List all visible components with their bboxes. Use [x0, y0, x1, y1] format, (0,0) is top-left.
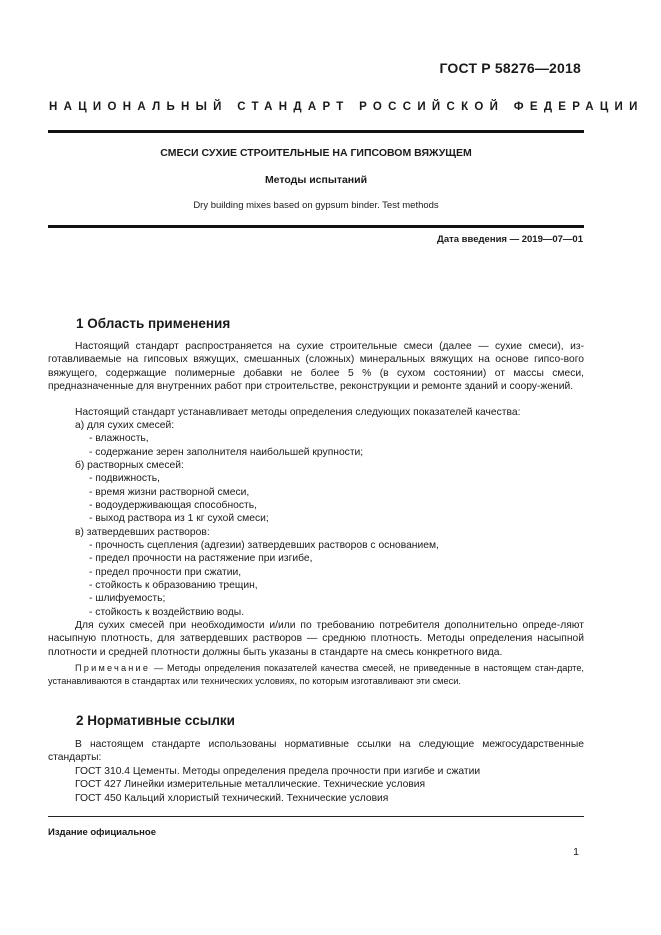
english-title: Dry building mixes based on gypsum binder. Test methods [193, 200, 439, 211]
list-item: - стойкость к образованию трещин, [89, 580, 258, 591]
list-item: - содержание зерен заполнителя наибольшей крупности; [89, 447, 364, 458]
document-id: ГОСТ Р 58276—2018 [439, 60, 581, 76]
methods-intro: Настоящий стандарт устанавливает методы определения следующих показателей качества: [75, 407, 521, 418]
standard-subtitle: Методы испытаний [264, 174, 368, 186]
standard-title: СМЕСИ СУХИЕ СТРОИТЕЛЬНЫЕ НА ГИПСОВОМ ВЯЖУЩЕМ [160, 147, 472, 159]
section-1-heading: 1 Область применения [76, 316, 231, 331]
reference-item: ГОСТ 427 Линейки измерительные металлические. Технические условия [75, 779, 426, 790]
national-standard-title: НАЦИОНАЛЬНЫЙ СТАНДАРТ РОССИЙСКОЙ ФЕДЕРАЦИИ [49, 101, 644, 113]
note [48, 662, 584, 688]
list-item: - предел прочности на растяжение при изгибе, [89, 553, 313, 564]
list-c-title: в) затвердевших растворов: [75, 527, 210, 538]
reference-item: ГОСТ 450 Кальций хлористый технический. Технические условия [75, 793, 389, 804]
list-b-title: б) растворных смесей: [75, 460, 184, 471]
list-a-title: а) для сухих смесей: [75, 420, 175, 431]
note-label: Примечание [75, 663, 151, 673]
note-text: — Методы определения показателей качества смесей, не приведенные в настоящем стан-дарте, устанавливаются в стандартах или технических условиях, по которым изготавливают эти смеси. [48, 663, 584, 686]
section-2-heading: 2 Нормативные ссылки [76, 713, 235, 728]
title-rule [48, 225, 584, 228]
effective-date: Дата введения — 2019—07—01 [437, 234, 583, 245]
list-item: - водоудерживающая способность, [89, 500, 257, 511]
list-item: - прочность сцепления (адгезии) затвердевших растворов с основанием, [89, 540, 439, 551]
footer-rule [48, 816, 584, 817]
page-number: 1 [573, 846, 579, 858]
list-item: - предел прочности при сжатии, [89, 567, 242, 578]
scope-paragraph: Настоящий стандарт распространяется на сухие строительные смеси (далее — сухие смеси), из-готавливаемые на гипсовых вяжущих, смешанных (сложных) минеральных вяжущих на основе гипсо-вого вяжущего, содержащие полимерные добавки не более 5 % (в сухом состоянии) от массы смеси, предназначенные для внутренних работ при строительстве, реконструкции и ремонте зданий и соору-жений. [48, 341, 584, 392]
list-item: - шлифуемость; [89, 593, 166, 604]
density-paragraph: Для сухих смесей при необходимости и/или по требованию потребителя дополнительно опреде-ляют насыпную плотность, для затвердевших растворов — среднюю плотность. Методы определения насыпной плотности и средней плотности должны быть указаны в стандарте на смесь конкретного вида. [48, 620, 584, 658]
list-item: - время жизни растворной смеси, [89, 487, 250, 498]
reference-item: ГОСТ 310.4 Цементы. Методы определения предела прочности при изгибе и сжатии [75, 766, 481, 777]
list-item: - влажность, [89, 433, 149, 444]
references-intro: В настоящем стандарте использованы нормативные ссылки на следующие межгосударственные стандарты: [48, 739, 584, 764]
list-item: - подвижность, [89, 473, 160, 484]
header-rule [48, 130, 584, 133]
edition-label: Издание официальное [48, 827, 156, 838]
list-item: - стойкость к воздействию воды. [89, 607, 245, 618]
list-item: - выход раствора из 1 кг сухой смеси; [89, 513, 269, 524]
